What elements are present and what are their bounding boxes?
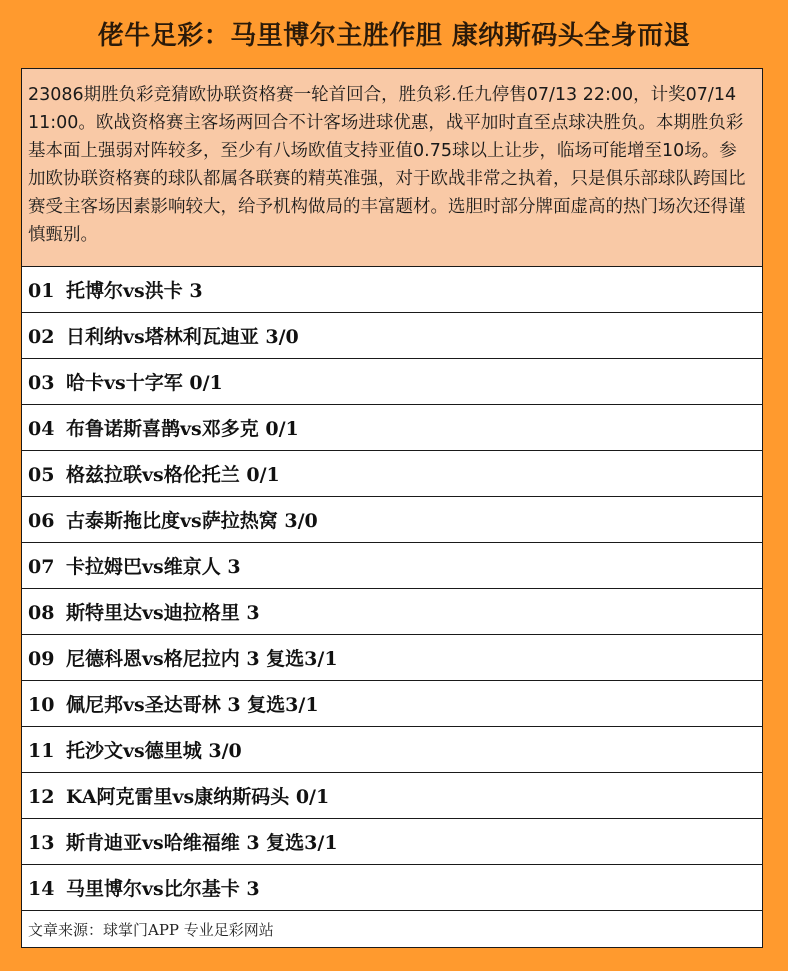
match-row-14 xyxy=(22,865,762,911)
match-text: 托沙文vs德里城 3/0 xyxy=(66,740,242,762)
match-row-07 xyxy=(22,543,762,589)
match-row-08 xyxy=(22,589,762,635)
match-number: 05 xyxy=(28,464,55,486)
match-text: 托博尔vs洪卡 3 xyxy=(66,280,203,302)
content-card xyxy=(21,68,763,948)
match-text: 马里博尔vs比尔基卡 3 xyxy=(66,878,260,900)
match-text: KA阿克雷里vs康纳斯码头 0/1 xyxy=(66,786,330,808)
match-row-05 xyxy=(22,451,762,497)
match-row-06 xyxy=(22,497,762,543)
match-number: 09 xyxy=(28,648,55,670)
match-number: 03 xyxy=(28,372,55,394)
match-number: 01 xyxy=(28,280,55,302)
match-row-11 xyxy=(22,727,762,773)
match-text: 尼德科恩vs格尼拉内 3 复选3/1 xyxy=(66,648,338,670)
match-row-10 xyxy=(22,681,762,727)
match-row-02 xyxy=(22,313,762,359)
match-row-12 xyxy=(22,773,762,819)
match-number: 02 xyxy=(28,326,55,348)
match-text: 斯肯迪亚vs哈维福维 3 复选3/1 xyxy=(66,832,338,854)
page-title: 佬牛足彩：马里博尔主胜作胆 康纳斯码头全身而退 xyxy=(97,21,691,51)
match-number: 08 xyxy=(28,602,55,624)
match-text: 卡拉姆巴vs维京人 3 xyxy=(66,556,241,578)
match-text: 布鲁诺斯喜鹊vs邓多克 0/1 xyxy=(66,418,299,440)
match-number: 14 xyxy=(28,878,55,900)
match-number: 10 xyxy=(28,694,55,716)
intro-paragraph: 23086期胜负彩竞猜欧协联资格赛一轮首回合，胜负彩.任九停售07/13 22:00，计奖07/14 11:00。欧战资格赛主客场两回合不计客场进球优惠，战平加时直至点球决胜负。本期胜负彩基本面上强弱对阵较多，至少有八场欧值支持亚值0.75球以上让步，临场可能增至10场。参加欧协联资格赛的球队都属各联赛的精英准强，对于欧战非常之执着，只是俱乐部球队跨国比赛受主客场因素影响较大，给予机构做局的丰富题材。选胆时部分牌面虚高的热门场次还得谨慎甄别。 xyxy=(22,69,762,267)
match-row-03 xyxy=(22,359,762,405)
source-note: 文章来源：球掌门APP 专业足彩网站 xyxy=(28,921,274,939)
match-text: 古泰斯拖比度vs萨拉热窝 3/0 xyxy=(66,510,318,532)
match-number: 13 xyxy=(28,832,55,854)
match-row-13 xyxy=(22,819,762,865)
match-number: 12 xyxy=(28,786,55,808)
match-number: 11 xyxy=(28,740,55,762)
match-text: 哈卡vs十字军 0/1 xyxy=(66,372,223,394)
match-text: 日利纳vs塔林利瓦迪亚 3/0 xyxy=(66,326,299,348)
match-row-01 xyxy=(22,267,762,313)
match-list xyxy=(22,267,762,911)
match-text: 斯特里达vs迪拉格里 3 xyxy=(66,602,260,624)
match-number: 06 xyxy=(28,510,55,532)
match-text: 格兹拉联vs格伦托兰 0/1 xyxy=(66,464,280,486)
match-text: 佩尼邦vs圣达哥林 3 复选3/1 xyxy=(66,694,319,716)
match-row-09 xyxy=(22,635,762,681)
match-number: 07 xyxy=(28,556,55,578)
match-row-04 xyxy=(22,405,762,451)
match-number: 04 xyxy=(28,418,55,440)
